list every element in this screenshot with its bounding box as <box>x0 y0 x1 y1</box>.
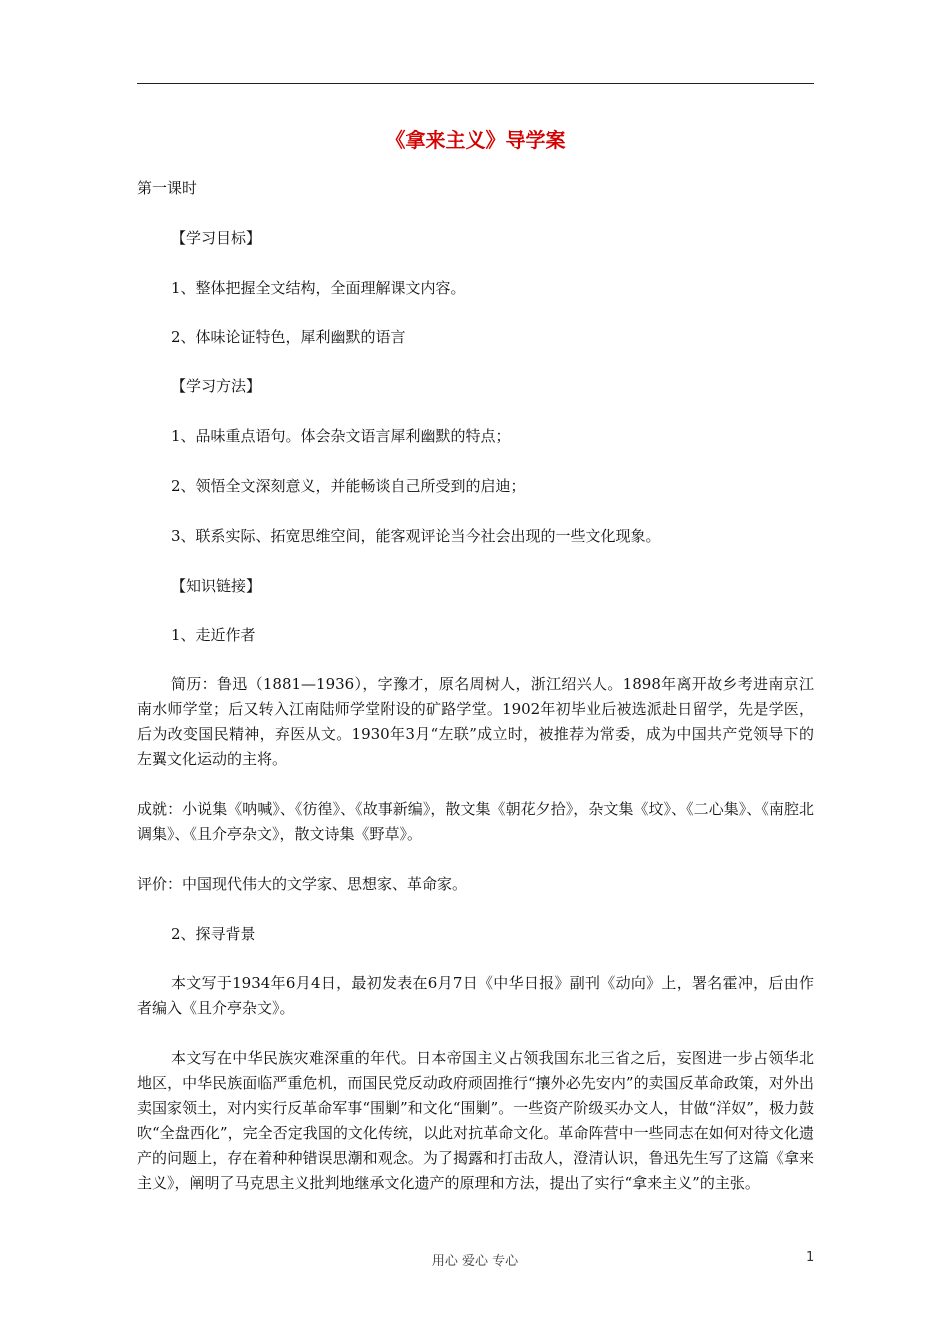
page-number: 1 <box>806 1250 815 1265</box>
goals-heading: 【学习目标】 <box>171 229 262 247</box>
lesson-label: 第一课时 <box>137 179 198 197</box>
page-footer: 用心 爱心 专心 <box>431 1254 519 1269</box>
achievements-paragraph: 成就：小说集《呐喊》、《彷徨》、《故事新编》，散文集《朝花夕拾》，杂文集《坟》、《二心集》、《南腔北调集》、《且介亭杂文》，散文诗集《野草》。 <box>137 800 814 843</box>
method-item-2: 2、领悟全文深刻意义，并能畅谈自己所受到的启迪； <box>171 477 526 495</box>
goal-item-1: 1、整体把握全文结构，全面理解课文内容。 <box>171 279 466 297</box>
methods-heading: 【学习方法】 <box>171 377 262 395</box>
background-paragraph-1: 本文写于1934年6月4日，最初发表在6月7日《中华日报》副刊《动向》上，署名霍冲，后由作者编入《且介亭杂文》。 <box>137 974 814 1017</box>
header-rule <box>137 83 814 84</box>
goal-item-2: 2、体味论证特色，犀利幽默的语言 <box>171 328 406 346</box>
document-title: 《拿来主义》导学案 <box>385 128 566 152</box>
evaluation-paragraph: 评价：中国现代伟大的文学家、思想家、革命家。 <box>137 875 468 893</box>
author-heading: 1、走近作者 <box>171 626 256 644</box>
knowledge-heading: 【知识链接】 <box>171 577 262 595</box>
method-item-1: 1、品味重点语句。体会杂文语言犀利幽默的特点； <box>171 427 511 445</box>
background-heading: 2、探寻背景 <box>171 925 256 943</box>
background-paragraph-2: 本文写在中华民族灾难深重的年代。日本帝国主义占领我国东北三省之后，妄图进一步占领华北地区，中华民族面临严重危机，而国民党反动政府顽固推行“攘外必先安内”的卖国反革命政策，对外出卖国家领土，对内实行反革命军事“围剿”和文化“围剿”。一些资产阶级买办文人，甘做“洋奴”，极力鼓吹“全盘西化”，完全否定我国的文化传统，以此对抗革命文化。革命阵营中一些同志在如何对待文化遗产的问题上，存在着种种错误思潮和观念。为了揭露和打击敌人，澄清认识，鲁迅先生写了这篇《拿来主义》，阐明了马克思主义批判地继承文化遗产的原理和方法，提出了实行“拿来主义”的主张。 <box>137 1049 814 1192</box>
method-item-3: 3、联系实际、拓宽思维空间，能客观评论当今社会出现的一些文化现象。 <box>171 527 661 545</box>
author-bio-paragraph: 简历：鲁迅（1881—1936），字豫才，原名周树人，浙江绍兴人。1898年离开故乡考进南京江南水师学堂；后又转入江南陆师学堂附设的矿路学堂。1902年初毕业后被选派赴日留学，先是学医，后为改变国民精神，弃医从文。1930年3月“左联”成立时，被推荐为常委，成为中国共产党领导下的左翼文化运动的主将。 <box>137 675 814 768</box>
